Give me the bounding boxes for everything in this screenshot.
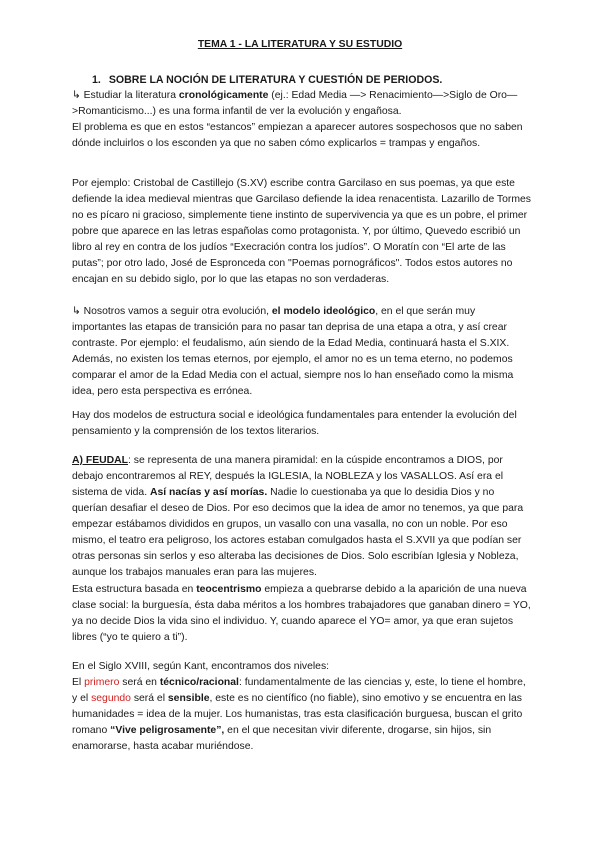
paragraph-text: El primero será en técnico/racional: fundamentalmente de las ciencias y, este, lo tiene el hombre, y el segundo será el sensible, este es no científico (no fiable), sino emotivo y se encuentra en las humanidades = idea de la mujer. Los humanistas, tras esta clasificación burguesa, buscan el grito romano “Vive peligrosamente”, en el que necesitan vivir diferente, drogarse, sin hijos, sin enamorarse, hasta acabar muriéndose. bbox=[72, 677, 526, 752]
bold-term: “Vive peligrosamente”, bbox=[110, 725, 225, 736]
paragraph-text: En el Siglo XVIII, según Kant, encontramos dos niveles: bbox=[72, 661, 330, 672]
paragraph-text: ↳ Estudiar la literatura cronológicamente (ej.: Edad Media —> Renacimiento—>Siglo de Oro—>Romanticismo...) es una forma infantil de ver la evolución y engañosa. bbox=[72, 90, 518, 117]
bold-term: teocentrismo bbox=[196, 584, 262, 595]
bold-term: cronológicamente bbox=[178, 90, 269, 101]
document-title: TEMA 1 - LA LITERATURA Y SU ESTUDIO bbox=[197, 39, 403, 50]
arrow-icon: ↳ bbox=[72, 306, 81, 317]
highlight-red: segundo bbox=[91, 693, 131, 704]
section-heading-text: SOBRE LA NOCIÓN DE LITERATURA Y CUESTIÓN DE PERIODOS. bbox=[108, 74, 443, 86]
bold-term: el modelo ideológico bbox=[271, 306, 376, 317]
bold-term: sensible bbox=[167, 693, 210, 704]
section-heading bbox=[92, 72, 442, 88]
bold-term: técnico/racional bbox=[159, 677, 239, 688]
feudal-label: A) FEUDAL bbox=[72, 455, 128, 466]
section-number: 1. bbox=[92, 74, 101, 86]
arrow-icon: ↳ bbox=[72, 90, 81, 101]
paragraph-chronology bbox=[72, 88, 532, 152]
paragraph-text: El problema es que en estos “estancos” empiezan a aparecer autores sospechosos que no saben dónde incluirlos o los esconden ya que no saben cómo explicarlos = trampas y engaños. bbox=[72, 122, 523, 149]
paragraph-text: A) FEUDAL: se representa de una manera piramidal: en la cúspide encontramos a DIOS, por debajo encontraremos al REY, después la IGLESIA, la NOBLEZA y los VASALLOS. Así era el sistema de vida. Así nacías y así morías. Nadie lo cuestionaba ya que lo desidia Dios y no querían desafiar el deseo de Dios. Por eso decimos que la idea de amor no tenemos, ya que para empezar estábamos divididos en grupos, un vasallo con una vasalla, no con un noble. Por eso mismo, el teatro era peligroso, los actores estaban comulgados hasta el S.XVII ya que podían ser otras personas sin serlos y eso alteraba las decisiones de Dios. Solo escribían Iglesia y Nobleza, aunque los trabajos manuales eran para las mujeres. bbox=[72, 455, 524, 578]
paragraph-theocentrism bbox=[72, 582, 532, 646]
paragraph-examples bbox=[72, 176, 532, 288]
bold-term: Así nacías y así morías. bbox=[149, 487, 268, 498]
paragraph-two-models bbox=[72, 408, 532, 440]
paragraph-ideological-model bbox=[72, 304, 532, 400]
paragraph-text: Por ejemplo: Cristobal de Castillejo (S.XV) escribe contra Garcilaso en sus poemas, ya que este defiende la idea medieval mientras que Garcilaso defiende la idea renacentista. Lazarillo de Tormes no es pícaro ni gracioso, simplemente tiene instinto de supervivencia ya que es un pobre, el primer pobre que aparece en las letras españolas como protagonista. Y, por último, Quevedo escribió un libro al rey en contra de los judíos “Execración contra los judíos”. O Moratín con “El arte de las putas”; por otro lado, José de Espronceda con "Poemas pornográficos". Todos estos autores no encajan en su debido siglo, por lo que las etapas no son verdaderas. bbox=[72, 178, 531, 285]
paragraph-feudal bbox=[72, 453, 532, 581]
paragraph-text: Esta estructura basada en teocentrismo empieza a quebrarse debido a la aparición de una nueva clase social: la burguesía, ésta daba méritos a los hombres trabajadores que ganaban dinero = YO, ya no decide Dios la vida sino el individuo. Y, cuando aparece el YO= amor, ya que eran sujetos libres (“yo te quiero a ti”). bbox=[72, 584, 531, 643]
paragraph-text: ↳ Nosotros vamos a seguir otra evolución, el modelo ideológico, en el que serán muy importantes las etapas de transición para no pasar tan deprisa de una etapa a otra, y así crear contraste. Por ejemplo: el feudalismo, aún siendo de la Edad Media, continuará hasta el S.XIX. Además, no existen los temas eternos, por ejemplo, el amor no es un tema eterno, no podemos comparar el amor de la Edad Media con el actual, siempre nos lo han enseñado como la misma idea, pero esta perspectiva es errónea. bbox=[72, 306, 514, 397]
paragraph-kant bbox=[72, 659, 532, 755]
highlight-red: primero bbox=[84, 677, 120, 688]
paragraph-text: Hay dos modelos de estructura social e ideológica fundamentales para entender la evolución del pensamiento y la comprensión de los textos literarios. bbox=[72, 410, 517, 437]
